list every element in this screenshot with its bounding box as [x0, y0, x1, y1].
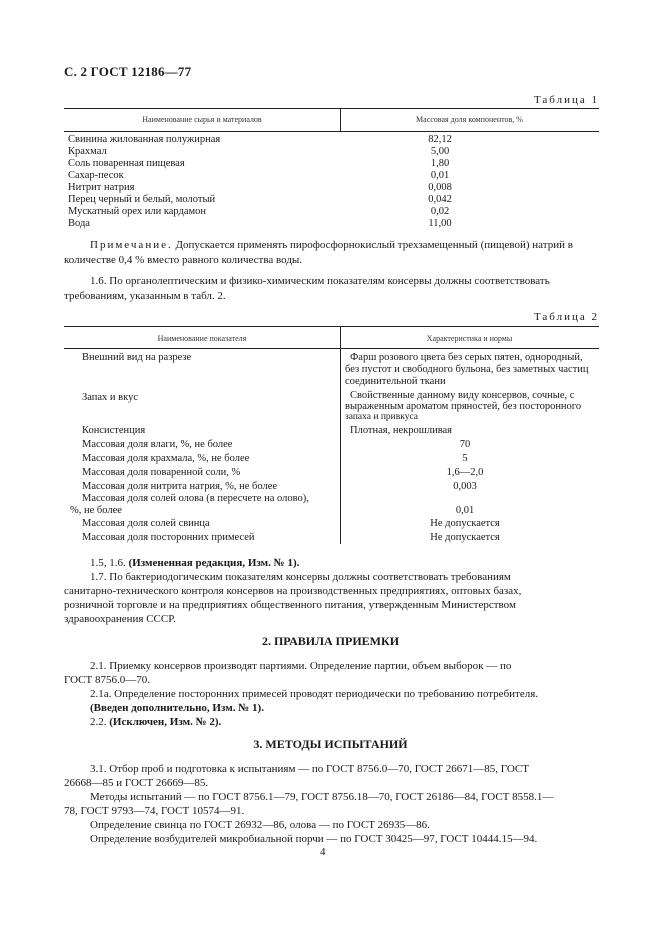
para-2-2-bold: (Исключен, Изм. № 2).	[109, 716, 222, 728]
table2-name: Массовая доля солей свинца	[82, 518, 210, 529]
methods-line2: 78, ГОСТ 9793—74, ГОСТ 10574—91.	[64, 805, 245, 817]
table1-caption: Таблица 1	[533, 94, 599, 106]
para-2-2-prefix: 2.2.	[90, 716, 110, 728]
table2-name: Внешний вид на разрезе	[82, 352, 192, 363]
table1-name: Свинина жилованная полужирная	[68, 134, 221, 145]
lead-tin-methods: Определение свинца по ГОСТ 26932—86, олова — по ГОСТ 26935—86.	[90, 819, 430, 831]
table2-value: 70	[459, 439, 471, 450]
para-2-2	[64, 715, 597, 730]
table2-value: запаха и привкуса	[345, 412, 419, 422]
table-row	[0, 218, 661, 230]
table-row	[0, 194, 661, 206]
table2-value: Свойственные данному виду консервов, сочные, с	[350, 390, 575, 401]
table2-value: Не допускается	[430, 532, 500, 543]
para-3-1-line2: 26668—85 и ГОСТ 26669—85.	[64, 777, 209, 789]
table1-value: 11,00	[428, 218, 452, 229]
amendment-bold: (Измененная редакция, Изм. № 1).	[128, 557, 300, 569]
table1-value: 0,008	[428, 182, 452, 193]
table2-value: соединительной ткани	[345, 376, 446, 387]
table2-value: 0,01	[455, 505, 475, 516]
table1-value: 0,02	[430, 206, 450, 217]
table1-name: Вода	[68, 218, 90, 229]
table1-name: Мускатный орех или кардамон	[68, 206, 207, 217]
table1-col1-header: Наименование сырья и материалов	[142, 115, 262, 124]
table-row	[0, 170, 661, 182]
table2-value: без пустот и свободного бульона, без заметных частиц	[345, 364, 589, 375]
table2-header-rule	[64, 348, 599, 349]
table2-value: 1,6—2,0	[446, 467, 484, 478]
table1-name: Соль поваренная пищевая	[68, 158, 185, 169]
table2-name: Массовая доля крахмала, %, не более	[82, 453, 250, 464]
table1-top-rule	[64, 108, 599, 109]
table2-name: Массовая доля посторонних примесей	[82, 532, 255, 543]
table2-col1-header: Наименование показателя	[157, 334, 247, 343]
page-number: 4	[320, 846, 326, 858]
table1-name: Крахмал	[68, 146, 107, 157]
table2-name: Запах и вкус	[82, 392, 139, 403]
table-row	[0, 134, 661, 146]
para-1-6-line2: требованиям, указанным в табл. 2.	[64, 290, 226, 302]
table-row	[0, 206, 661, 218]
table1-value: 5,00	[430, 146, 450, 157]
note-text-1: Допускается применять пирофосфорнокислый трехзамещенный (пищевой) натрий в	[175, 239, 573, 251]
note-label: Примечание.	[90, 239, 173, 251]
table1-value: 1,80	[430, 158, 450, 169]
table1-value: 0,01	[430, 170, 450, 181]
methods-line1: Методы испытаний — по ГОСТ 8756.1—79, ГОСТ 8756.18—70, ГОСТ 26186—84, ГОСТ 8558.1—	[90, 791, 554, 803]
section-3-title: 3. МЕТОДЫ ИСПЫТАНИЙ	[253, 737, 408, 751]
table2-divider	[340, 326, 341, 544]
table2-value: 0,003	[453, 481, 477, 492]
table2-name: Массовая доля солей олова (в пересчете на олово),	[82, 493, 309, 504]
table2-value: выраженным ароматом пряностей, без посторонного	[345, 401, 582, 412]
table2-name: Массовая доля поваренной соли, %	[82, 467, 241, 478]
microbial-methods: Определение возбудителей микробиальной порчи — по ГОСТ 30425—97, ГОСТ 10444.15—94.	[90, 833, 538, 845]
table-row	[0, 146, 661, 158]
note-text-2: количестве 0,4 % вместо равного количества воды.	[64, 254, 303, 266]
note-paragraph	[64, 238, 597, 253]
para-1-7-line3: розничной торговле и на предприятиях общественного питания, утвержденным Министерством	[64, 599, 516, 611]
table-row	[0, 158, 661, 170]
para-1-7-line2: санитарно-технического контроля консервов на производственных предприятиях, оптовых базах,	[64, 585, 522, 597]
table1-name: Нитрит натрия	[68, 182, 135, 193]
table2-value: Плотная, некрошливая	[350, 425, 453, 436]
table1-header-rule	[64, 131, 599, 132]
table2-value: Фарш розового цвета без серых пятен, однородный,	[350, 352, 583, 363]
table2-name: Массовая доля нитрита натрия, %, не более	[82, 481, 278, 492]
amendment-2-1a: (Введен дополнительно, Изм. № 1).	[90, 702, 264, 714]
table1-col2-header: Массовая доля компонентов, %	[416, 115, 523, 124]
table-row	[0, 182, 661, 194]
table2-caption: Таблица 2	[533, 311, 599, 323]
table1-value: 0,042	[428, 194, 452, 205]
para-2-1-line1: 2.1. Приемку консервов производят партиями. Определение партии, объем выборок — по	[90, 660, 512, 672]
para-1-6-line1: 1.6. По органолептическим и физико-химическим показателям консервы должны соответствовать	[90, 275, 550, 287]
amendment-prefix: 1.5, 1.6.	[90, 557, 129, 569]
para-3-1-line1: 3.1. Отбор проб и подготовка к испытаниям — по ГОСТ 8756.0—70, ГОСТ 26671—85, ГОСТ	[90, 763, 529, 775]
table1-name: Сахар-песок	[68, 170, 124, 181]
table2-col2-header: Характеристика и нормы	[426, 334, 513, 343]
para-1-7-line4: здравоохранения СССР.	[64, 613, 176, 625]
amendment-1-5-1-6	[64, 556, 597, 571]
table2-name: %, не более	[70, 505, 122, 516]
table2-name: Массовая доля влаги, %, не более	[82, 439, 233, 450]
table1-name: Перец черный и белый, молотый	[68, 194, 216, 205]
table1-value: 82,12	[428, 134, 452, 145]
para-2-1-line2: ГОСТ 8756.0—70.	[64, 674, 150, 686]
para-1-7-line1: 1.7. По бактериодогическим показателям консервы должны соответствовать требованиям	[90, 571, 511, 583]
page-header: С. 2 ГОСТ 12186—77	[64, 64, 192, 79]
table2-value: Не допускается	[430, 518, 500, 529]
para-2-1a: 2.1а. Определение посторонних примесей проводят периодически по требованию потребителя.	[90, 688, 539, 700]
section-2-title: 2. ПРАВИЛА ПРИЕМКИ	[261, 634, 400, 648]
table2-top-rule	[64, 326, 599, 327]
table2-name: Консистенция	[82, 425, 146, 436]
table2-value: 5	[462, 453, 468, 464]
